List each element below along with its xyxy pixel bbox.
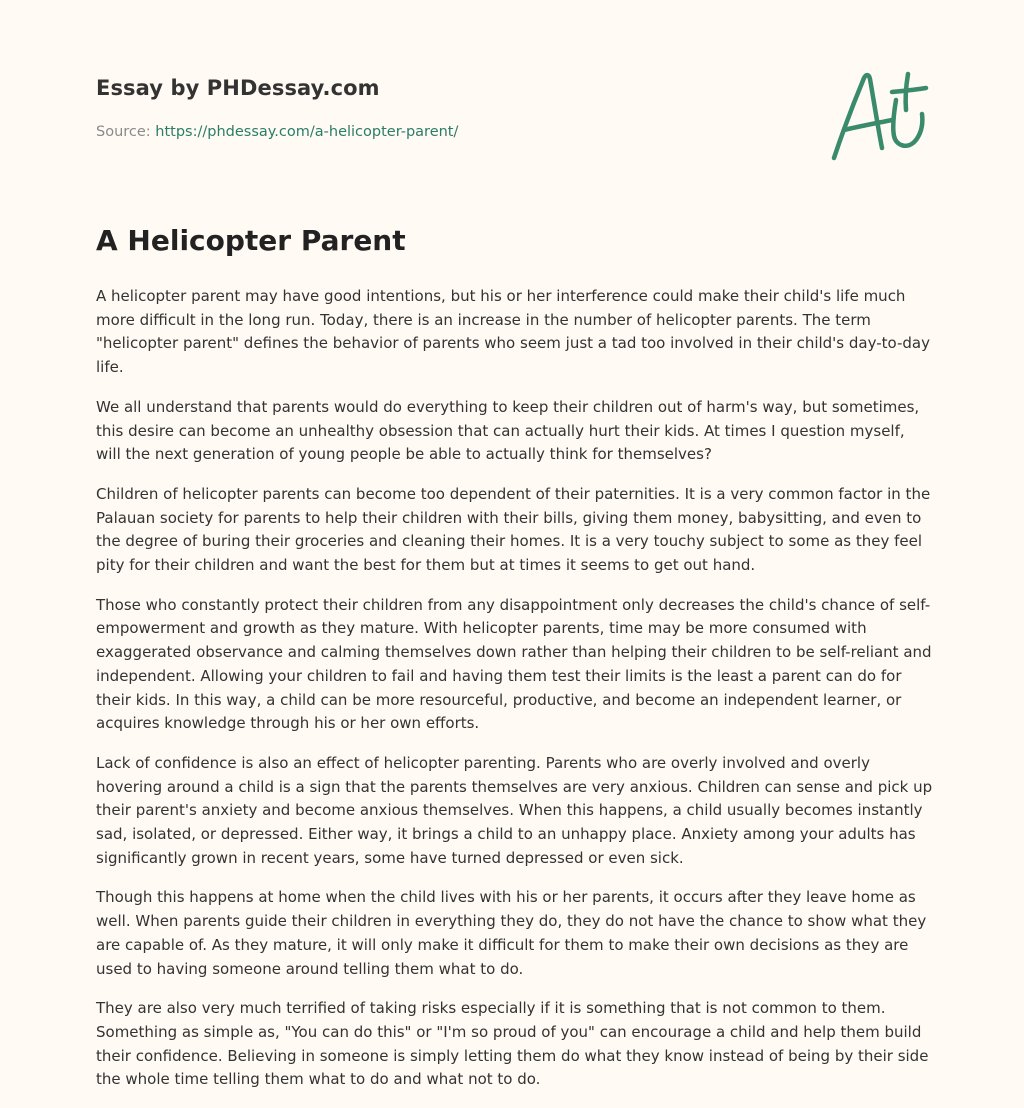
- essay-paragraph: We all understand that parents would do everything to keep their children out of harm's way, but sometimes, this desire can become an unhealthy obsession that can actually hurt their kids. At times I question myself, will the next generation of young people be able to actually think for themselves?: [96, 397, 920, 464]
- essay-title: A Helicopter Parent: [96, 224, 406, 257]
- source-label: Source:: [96, 124, 151, 140]
- essay-paragraph: A helicopter parent may have good intentions, but his or her interference could make their child's life much more difficult in the long run. Today, there is an increase in the number of helicopter parents. The term "helicopter parent" defines the behavior of parents who seem just a tad too involved in their child's day-to-day life.: [96, 287, 930, 377]
- essay-paragraph: They are also very much terrified of taking risks especially if it is something that is not common to them. Something as simple as, "You can do this" or "I'm so proud of you" can encourage a child and help them build their confidence. Believing in someone is simply letting them do what they know instead of being by their side the whole time telling them what to do and what not to do.: [96, 999, 929, 1089]
- source-link[interactable]: https://phdessay.com/a-helicopter-parent/: [155, 124, 459, 140]
- essay-paragraph: Children of helicopter parents can become too dependent of their paternities. It is a very common factor in the Palauan society for parents to help their children with their bills, giving them money, babysitting, and even to the degree of buring their groceries and cleaning their homes. It is a very touchy subject to some as they feel pity for their children and want the best for them but at times it seems to get out hand.: [96, 484, 931, 575]
- essay-paragraph: Lack of confidence is also an effect of helicopter parenting. Parents who are overly involved and overly hovering around a child is a sign that the parents themselves are very anxious. Children can sense and pick up their parent's anxiety and become anxious themselves. When this happens, a child usually becomes instantly sad, isolated, or depressed. Either way, it brings a child to an unhappy place. Anxiety among your adults has significantly grown in recent years, some have turned depressed or even sick.: [96, 753, 933, 867]
- a-plus-grade-icon: [826, 66, 930, 166]
- essay-paragraph: Those who constantly protect their children from any disappointment only decreases the child's chance of self-empowerment and growth as they mature. With helicopter parents, time may be more consumed with exaggerated observance and calming themselves down rather than helping their children to be self-reliant and independent. Allowing your children to fail and having them test their limits is the least a parent can do for their kids. In this way, a child can be more resourceful, productive, and become an independent learner, or acquires knowledge through his or her own efforts.: [96, 595, 932, 733]
- essay-body: [96, 285, 934, 1108]
- site-title: Essay by PHDessay.com: [96, 76, 380, 100]
- essay-paragraph: Though this happens at home when the child lives with his or her parents, it occurs after they leave home as well. When parents guide their children in everything they do, they do not have the chance to show what they are capable of. As they mature, it will only make it difficult for them to make their own decisions as they are used to having someone around telling them what to do.: [96, 888, 927, 978]
- source-line: [96, 124, 458, 140]
- page-header: [96, 0, 928, 205]
